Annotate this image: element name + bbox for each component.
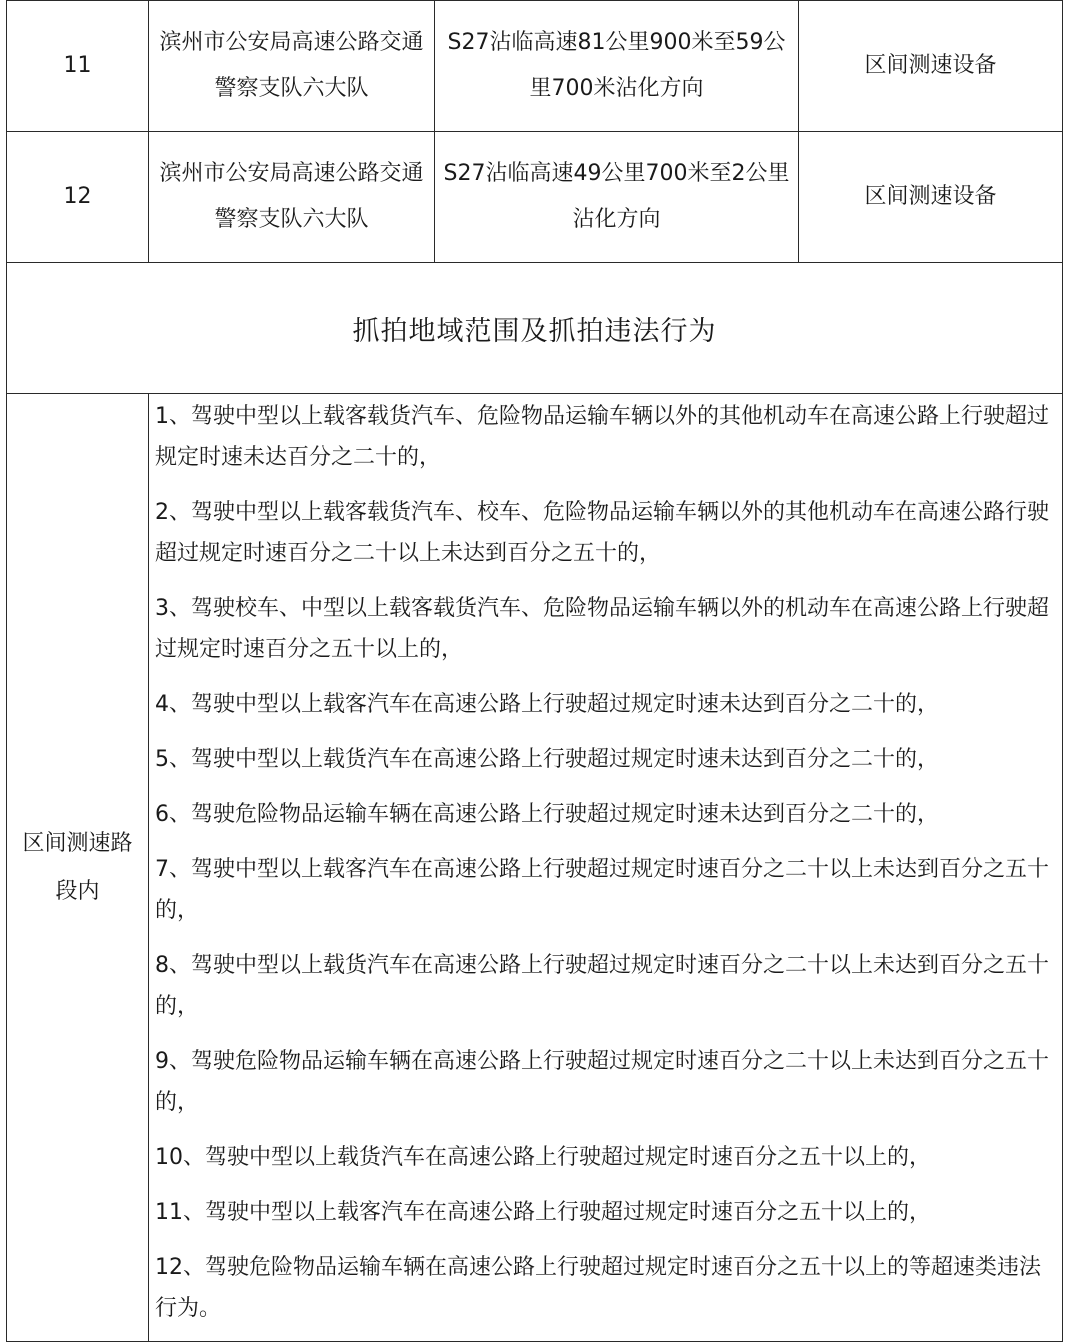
- violation-rule: 1、驾驶中型以上载客载货汽车、危险物品运输车辆以外的其他机动车在高速公路上行驶超过规定时速未达百分之二十的，: [155, 404, 1050, 470]
- violation-rule: 2、驾驶中型以上载客载货汽车、校车、危险物品运输车辆以外的其他机动车在高速公路行驶超过规定时速百分之二十以上未达到百分之五十的，: [155, 500, 1050, 566]
- violation-rule: 12、驾驶危险物品运输车辆在高速公路上行驶超过规定时速百分之五十以上的等超速类违法行为。: [155, 1255, 1041, 1321]
- table-row: [7, 1, 1063, 132]
- violation-rule: 11、驾驶中型以上载客汽车在高速公路上行驶超过规定时速百分之五十以上的，: [155, 1200, 931, 1225]
- violation-rule: 4、驾驶中型以上载客汽车在高速公路上行驶超过规定时速未达到百分之二十的，: [155, 692, 939, 717]
- section-heading-row: [7, 263, 1063, 394]
- unit-name: 滨州市公安局高速公路交通警察支队六大队: [159, 30, 424, 101]
- row-number: 12: [7, 132, 149, 263]
- rules-row: [7, 394, 1063, 1342]
- zone-label: 区间测速路段内: [22, 830, 133, 904]
- row-number: 11: [7, 1, 149, 132]
- enforcement-table: [6, 0, 1063, 1342]
- violation-rule: 8、驾驶中型以上载货汽车在高速公路上行驶超过规定时速百分之二十以上未达到百分之五十的，: [155, 953, 1050, 1019]
- location-description: S27沾临高速49公里700米至2公里沾化方向: [443, 161, 790, 232]
- violation-rule: 5、驾驶中型以上载货汽车在高速公路上行驶超过规定时速未达到百分之二十的，: [155, 747, 939, 772]
- device-type: 区间测速设备: [799, 1, 1063, 132]
- violation-rule: 9、驾驶危险物品运输车辆在高速公路上行驶超过规定时速百分之二十以上未达到百分之五十的，: [155, 1049, 1050, 1115]
- violation-rule-list: [149, 394, 1062, 1341]
- location-description: S27沾临高速81公里900米至59公里700米沾化方向: [447, 30, 786, 101]
- table-row: [7, 132, 1063, 263]
- violation-rule: 10、驾驶中型以上载货汽车在高速公路上行驶超过规定时速百分之五十以上的，: [155, 1145, 931, 1170]
- violation-rule: 6、驾驶危险物品运输车辆在高速公路上行驶超过规定时速未达到百分之二十的，: [155, 802, 939, 827]
- unit-name: 滨州市公安局高速公路交通警察支队六大队: [159, 161, 424, 232]
- section-heading: 抓拍地域范围及抓拍违法行为: [7, 263, 1063, 394]
- device-type: 区间测速设备: [799, 132, 1063, 263]
- violation-rule: 7、驾驶中型以上载客汽车在高速公路上行驶超过规定时速百分之二十以上未达到百分之五十的，: [155, 857, 1050, 923]
- violation-rule: 3、驾驶校车、中型以上载客载货汽车、危险物品运输车辆以外的机动车在高速公路上行驶超过规定时速百分之五十以上的，: [155, 596, 1050, 662]
